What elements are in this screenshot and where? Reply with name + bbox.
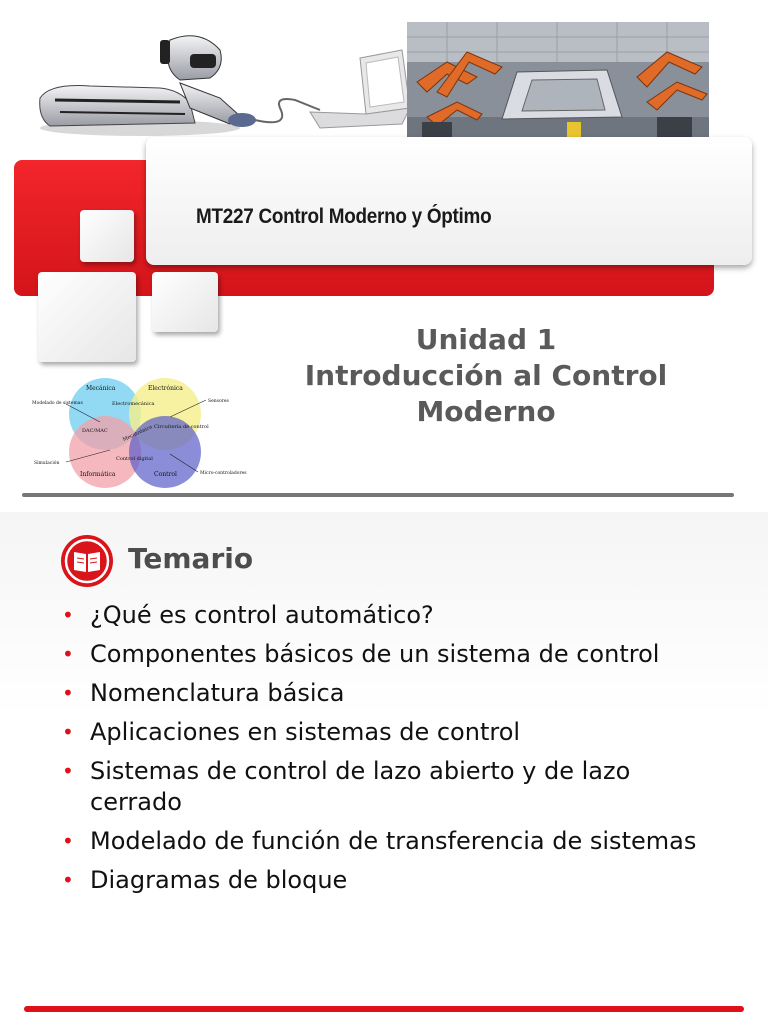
bullet: • xyxy=(62,829,74,853)
decorative-square xyxy=(38,272,136,362)
venn-overlap-label: DAC/MAC xyxy=(82,428,108,434)
list-item xyxy=(62,600,722,631)
venn-label: Mecánica xyxy=(86,385,116,392)
topic-text: Sistemas de control de lazo abierto y de lazo cerrado xyxy=(90,757,631,816)
topic-text: ¿Qué es control automático? xyxy=(90,601,434,629)
venn-label: Control xyxy=(154,471,177,478)
bullet: • xyxy=(62,759,74,783)
bullet: • xyxy=(62,681,74,705)
list-item xyxy=(62,826,722,857)
decorative-square xyxy=(152,272,218,332)
robot-laptop-illustration xyxy=(30,28,415,143)
unit-title xyxy=(280,322,692,430)
list-item xyxy=(62,639,722,670)
agenda-slide xyxy=(0,512,768,1024)
venn-outer-label: Micro-controladores xyxy=(200,471,247,476)
venn-overlap-label: Electromecánica xyxy=(112,401,155,407)
course-title: MT227 Control Moderno y Óptimo xyxy=(196,205,492,228)
topic-text: Modelado de función de transferencia de sistemas xyxy=(90,827,697,855)
unit-title-line: Moderno xyxy=(416,395,556,428)
factory-robots-photo xyxy=(407,22,709,155)
venn-outer-label: Modelado de sistemas xyxy=(32,401,83,406)
bullet: • xyxy=(62,603,74,627)
bullet: • xyxy=(62,868,74,892)
venn-outer-label: Simulación xyxy=(34,461,60,466)
topic-text: Diagramas de bloque xyxy=(90,866,348,894)
venn-overlap-label: Mecatrónica xyxy=(121,424,154,444)
venn-label: Informática xyxy=(80,471,116,478)
bullet: • xyxy=(62,720,74,744)
list-item xyxy=(62,717,722,748)
list-item xyxy=(62,678,722,709)
bullet: • xyxy=(62,642,74,666)
venn-label: Electrónica xyxy=(148,385,183,392)
book-icon xyxy=(60,534,114,588)
venn-overlap-label: Control digital xyxy=(116,456,153,462)
course-title-panel xyxy=(146,137,752,265)
topic-text: Aplicaciones en sistemas de control xyxy=(90,718,521,746)
unit-title-line: Introducción al Control xyxy=(304,359,668,392)
slide-bottom-rule xyxy=(24,1006,744,1012)
slide-divider xyxy=(22,493,734,497)
venn-overlap-label: Circuitería de control xyxy=(154,424,209,430)
list-item xyxy=(62,756,722,818)
topic-text: Nomenclatura básica xyxy=(90,679,345,707)
topic-list xyxy=(62,600,722,904)
mechatronics-venn-diagram xyxy=(30,372,250,490)
list-item xyxy=(62,865,722,896)
section-title: Temario xyxy=(128,542,254,575)
venn-outer-label: Sensores xyxy=(208,399,229,404)
topic-text: Componentes básicos de un sistema de control xyxy=(90,640,660,668)
decorative-square xyxy=(80,210,134,262)
unit-title-line: Unidad 1 xyxy=(415,323,557,356)
